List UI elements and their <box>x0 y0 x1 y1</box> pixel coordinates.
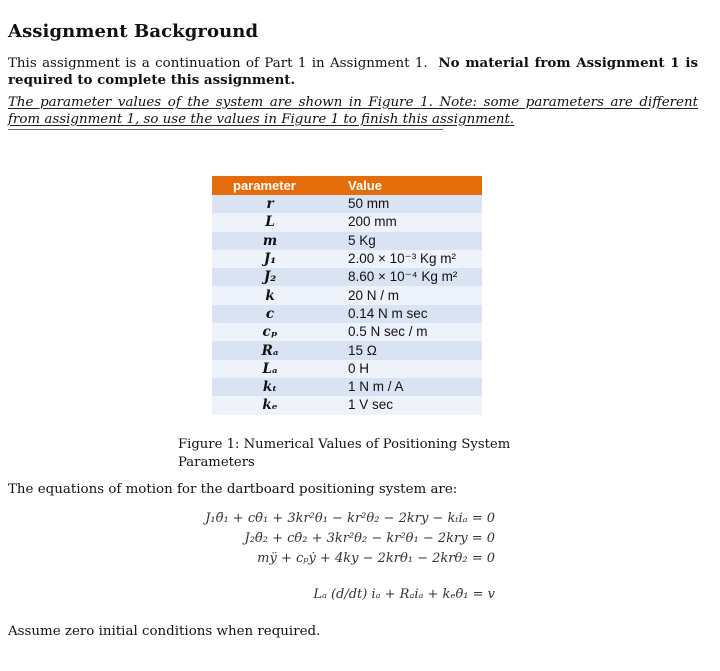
param-value: 1 N m / A <box>328 378 482 396</box>
equations-intro: The equations of motion for the dartboard positioning system are: <box>8 482 458 497</box>
equation-2: J₂θ̈₂ + cθ̇₂ + 3kr²θ₂ − kr²θ₁ − 2kry = 0 <box>244 531 495 546</box>
table-row <box>212 323 482 341</box>
table-row <box>212 268 482 286</box>
param-symbol: k <box>212 286 328 304</box>
param-value: 0.14 N m sec <box>328 305 482 323</box>
table-row <box>212 305 482 323</box>
table-header-row <box>212 176 482 195</box>
note-underline <box>8 129 443 130</box>
param-value: 5 Kg <box>328 232 482 250</box>
param-value: 8.60 × 10⁻⁴ Kg m² <box>328 268 482 286</box>
param-symbol: J₁ <box>212 250 328 268</box>
table-row <box>212 213 482 231</box>
param-symbol: kₑ <box>212 396 328 414</box>
figure-caption: Figure 1: Numerical Values of Positioning System Parameters <box>178 437 511 470</box>
param-symbol: L <box>212 213 328 231</box>
param-symbol: Rₐ <box>212 341 328 359</box>
param-value: 200 mm <box>328 213 482 231</box>
param-symbol: Lₐ <box>212 360 328 378</box>
table-row <box>212 232 482 250</box>
equation-4: Lₐ (d/dt) iₐ + Rₐiₐ + kₑθ̇₁ = v <box>313 587 495 602</box>
table-row <box>212 341 482 359</box>
table-row <box>212 250 482 268</box>
intro-bold-text: No material from Assignment 1 is required to complete this assignment. <box>8 55 698 88</box>
param-symbol: cₚ <box>212 323 328 341</box>
param-symbol: kₜ <box>212 378 328 396</box>
table-row <box>212 286 482 304</box>
param-symbol: J₂ <box>212 268 328 286</box>
parameter-table <box>212 176 482 415</box>
header-parameter: parameter <box>212 176 328 195</box>
param-value: 0.5 N sec / m <box>328 323 482 341</box>
header-value: Value <box>328 176 482 195</box>
param-value: 1 V sec <box>328 396 482 414</box>
equation-1: J₁θ̈₁ + cθ̇₁ + 3kr²θ₁ − kr²θ₂ − 2kry − kₜiₐ = 0 <box>205 511 495 526</box>
table-row <box>212 195 482 213</box>
table-row <box>212 396 482 414</box>
equation-3: mÿ + cₚẏ + 4ky − 2krθ₁ − 2krθ₂ = 0 <box>257 551 495 566</box>
table-row <box>212 378 482 396</box>
closing-note: Assume zero initial conditions when required. <box>8 624 321 639</box>
section-heading: Assignment Background <box>8 21 259 42</box>
equations-block <box>150 509 495 615</box>
param-value: 2.00 × 10⁻³ Kg m² <box>328 250 482 268</box>
param-symbol: m <box>212 232 328 250</box>
param-value: 15 Ω <box>328 341 482 359</box>
param-symbol: r <box>212 195 328 213</box>
param-symbol: c <box>212 305 328 323</box>
param-value: 0 H <box>328 360 482 378</box>
intro-paragraph <box>8 55 698 89</box>
note-paragraph: The parameter values of the system are shown in Figure 1. Note: some parameters are different from assignment 1, so use the values in Figure 1 to finish this assignment. <box>8 95 698 127</box>
param-value: 50 mm <box>328 195 482 213</box>
table-row <box>212 360 482 378</box>
intro-text: This assignment is a continuation of Part 1 in Assignment 1. <box>8 56 428 71</box>
param-value: 20 N / m <box>328 286 482 304</box>
